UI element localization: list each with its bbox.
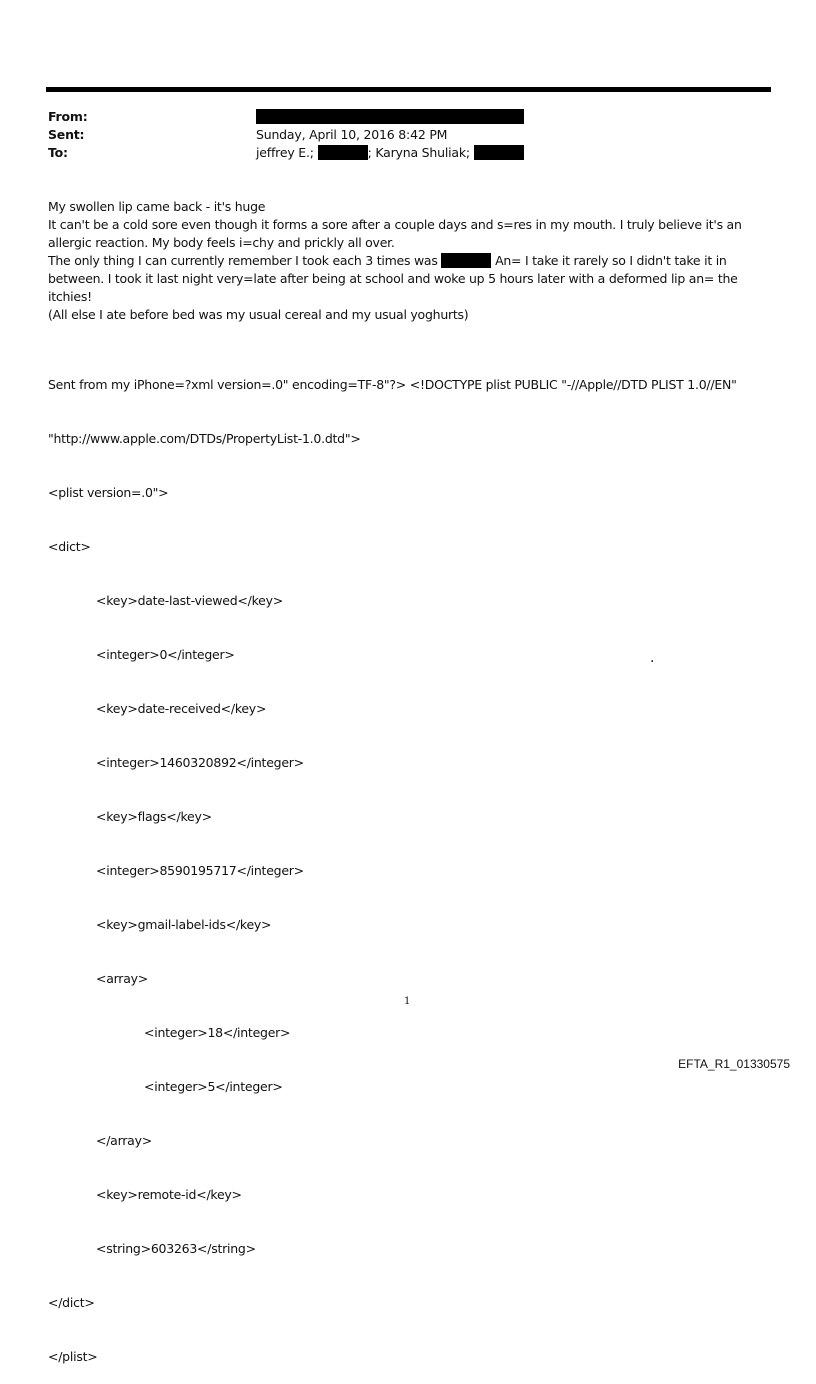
sig-line: </dict>	[48, 1295, 95, 1310]
body-line: It can't be a cold sore even though it forms a sore after a couple days and s=res in my mouth. I truly believe it's an allergic reaction. My body feels i=chy and prickly all over.	[48, 217, 742, 250]
page-number: 1	[404, 996, 411, 1007]
from-label: From:	[48, 109, 88, 124]
sig-line: <array>	[96, 971, 148, 986]
header-rule	[46, 87, 771, 92]
sent-value: Sunday, April 10, 2016 8:42 PM	[256, 127, 448, 142]
sig-line: <key>gmail-label-ids</key>	[96, 917, 272, 932]
sig-line: <integer>1460320892</integer>	[96, 755, 304, 770]
sig-line: <integer>0</integer>	[96, 647, 235, 662]
to-label: To:	[48, 145, 68, 160]
sig-line: <string>603263</string>	[96, 1241, 256, 1256]
plist-signature	[48, 340, 768, 1384]
sig-line: <key>date-received</key>	[96, 701, 267, 716]
sig-line: </array>	[96, 1133, 152, 1148]
stray-dot: .	[650, 650, 655, 666]
sig-line: <dict>	[48, 539, 91, 554]
sig-line: <key>date-last-viewed</key>	[96, 593, 283, 608]
sig-line: <integer>5</integer>	[144, 1079, 283, 1094]
email-body	[48, 198, 748, 324]
to-recipient-1: jeffrey E.;	[256, 145, 314, 160]
redaction-block	[256, 109, 524, 124]
sig-line: <key>remote-id</key>	[96, 1187, 242, 1202]
sig-line: </plist>	[48, 1349, 98, 1364]
body-line: The only thing I can currently remember I took each 3 times was An= I take it rarely so I didn't take it in between. I took it last night very=late after being at school and woke up 5 hours later with a deformed lip an= the itchies!	[48, 253, 738, 304]
sent-label: Sent:	[48, 127, 85, 142]
body-line: (All else I ate before bed was my usual cereal and my usual yoghurts)	[48, 307, 469, 322]
to-value	[256, 145, 524, 160]
redaction-block	[474, 145, 524, 160]
redaction-block	[441, 253, 491, 268]
body-line: My swollen lip came back - it's huge	[48, 199, 266, 214]
sig-line: "http://www.apple.com/DTDs/PropertyList-1.0.dtd">	[48, 431, 361, 446]
sig-line: <integer>8590195717</integer>	[96, 863, 304, 878]
sig-line: <integer>18</integer>	[144, 1025, 291, 1040]
sig-line: Sent from my iPhone=?xml version=.0" encoding=TF-8"?> <!DOCTYPE plist PUBLIC "-//Apple//DTD PLIST 1.0//EN"	[48, 377, 737, 392]
sig-line: <key>flags</key>	[96, 809, 212, 824]
sig-line: <plist version=.0">	[48, 485, 169, 500]
bates-id: EFTA_R1_01330575	[678, 1057, 790, 1071]
to-recipient-2: ; Karyna Shuliak;	[367, 145, 470, 160]
redaction-block	[318, 145, 368, 160]
from-value	[256, 109, 524, 124]
